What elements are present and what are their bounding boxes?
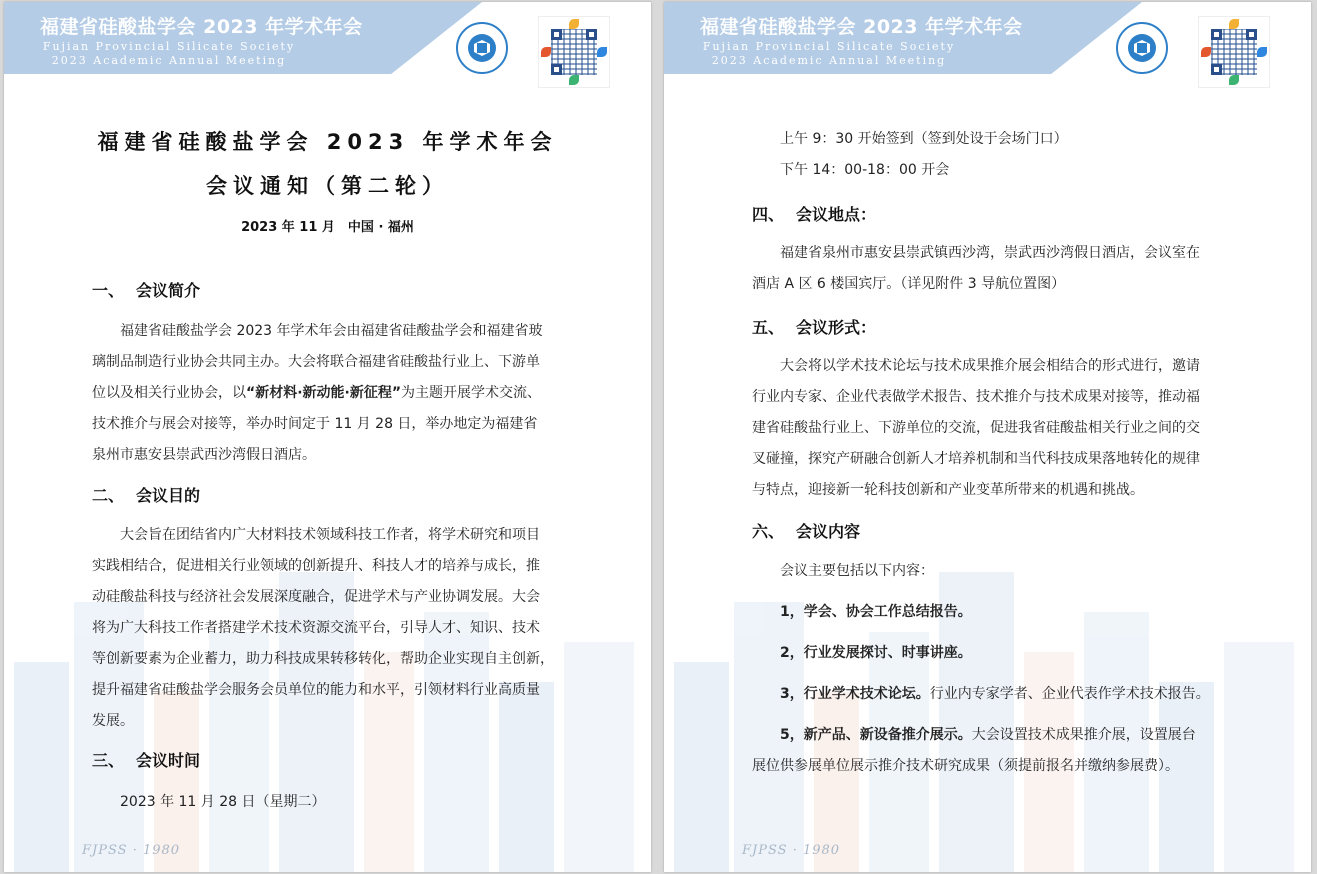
- paragraph-line: 建省硅酸盐行业上、下游单位的交流，促进我省硅酸盐相关行业之间的交: [752, 420, 1200, 436]
- content-item-3: 3，行业学术技术论坛。行业内专家学者、企业代表作学术技术报告。: [780, 686, 1210, 702]
- footer-watermark: FJPSS · 1980: [82, 843, 181, 858]
- content-item-1: 1，学会、协会工作总结报告。: [780, 604, 972, 620]
- paragraph-line: 泉州市惠安县崇武西沙湾假日酒店。: [92, 447, 316, 463]
- document-page-right: [664, 2, 1311, 872]
- footer-watermark: FJPSS · 1980: [742, 843, 841, 858]
- paragraph-line: 展位供参展单位展示推介技术研究成果（须提前报名并缴纳参展费）。: [752, 758, 1179, 774]
- section-heading-venue: 四、 会议地点：: [752, 205, 877, 224]
- document-page-left: [4, 2, 651, 872]
- schedule-morning: 上午 9：30 开始签到（签到处设于会场门口）: [780, 131, 1068, 147]
- document-date-location: 2023 年 11 月 中国 · 福州: [241, 220, 414, 235]
- header-english-line2: 2023 Academic Annual Meeting: [711, 54, 947, 67]
- theme-slogan: “新材料·新动能·新征程”: [246, 385, 402, 401]
- section-heading-purpose: 二、 会议目的: [92, 486, 201, 505]
- header-title: 福建省硅酸盐学会 2023 年学术年会: [700, 16, 1023, 38]
- paragraph-line: 福建省硅酸盐学会 2023 年学术年会由福建省硅酸盐学会和福建省玻: [120, 323, 543, 339]
- paragraph-line: 璃制品制造行业协会共同主办。大会将联合福建省硅酸盐行业上、下游单: [92, 354, 540, 370]
- paragraph-line: 大会旨在团结省内广大材料技术领域科技工作者，将学术研究和项目: [120, 527, 540, 543]
- paragraph-line: 实践相结合，促进相关行业领域的创新提升、科技人才的培养与成长，推: [92, 558, 540, 574]
- paragraph-line: 动硅酸盐科技与经济社会发展深度融合，促进学术与产业协调发展。大会: [92, 589, 540, 605]
- paragraph-line: 叉碰撞，探究产研融合创新人才培养机制和当代科技成果落地转化的规律: [752, 451, 1200, 467]
- content-item-2: 2，行业发展探讨、时事讲座。: [780, 645, 972, 661]
- paragraph-line: 大会将以学术技术论坛与技术成果推介展会相结合的形式进行，邀请: [780, 358, 1200, 374]
- paragraph-line: 会议主要包括以下内容：: [780, 563, 934, 579]
- meeting-date-line: 2023 年 11 月 28 日（星期二）: [120, 794, 326, 810]
- paragraph-line: 行业内专家、企业代表做学术报告、技术推介与技术成果对接等，推动福: [752, 389, 1200, 405]
- paragraph-line: 酒店 A 区 6 楼国宾厅。（详见附件 3 导航位置图）: [752, 276, 1066, 292]
- document-subtitle: 会议通知（第二轮）: [206, 174, 449, 198]
- paragraph-line: 技术推介与展会对接等，举办时间定于 11 月 28 日，举办地定为福建省: [92, 416, 538, 432]
- paragraph-line: 将为广大科技工作者搭建学术技术资源交流平台，引导人才、知识、技术: [92, 620, 540, 636]
- header-title: 福建省硅酸盐学会 2023 年学术年会: [40, 16, 363, 38]
- document-title: 福建省硅酸盐学会 2023 年学术年会: [97, 130, 558, 154]
- paragraph-line: 位以及相关行业协会，以“新材料·新动能·新征程”为主题开展学术交流、: [92, 385, 542, 401]
- section-heading-format: 五、 会议形式：: [752, 318, 877, 337]
- section-heading-time: 三、 会议时间: [92, 751, 201, 770]
- paragraph-line: 提升福建省硅酸盐学会服务会员单位的能力和水平，引领材料行业高质量: [92, 682, 540, 698]
- header-english-line1: Fujian Provincial Silicate Society: [42, 40, 296, 53]
- content-item-5: 5，新产品、新设备推介展示。大会设置技术成果推介展，设置展台: [780, 727, 1196, 743]
- schedule-afternoon: 下午 14：00-18：00 开会: [780, 162, 950, 178]
- section-heading-content: 六、 会议内容: [752, 522, 861, 541]
- header-english-line1: Fujian Provincial Silicate Society: [702, 40, 956, 53]
- paragraph-line: 福建省泉州市惠安县崇武镇西沙湾，崇武西沙湾假日酒店，会议室在: [780, 245, 1200, 261]
- section-heading-intro: 一、 会议简介: [92, 281, 201, 300]
- paragraph-line: 与特点，迎接新一轮科技创新和产业变革所带来的机遇和挑战。: [752, 482, 1144, 498]
- paragraph-line: 发展。: [92, 713, 134, 729]
- header-english-line2: 2023 Academic Annual Meeting: [51, 54, 287, 67]
- paragraph-line: 等创新要素为企业蓄力，助力科技成果转移转化，帮助企业实现自主创新，: [92, 651, 554, 667]
